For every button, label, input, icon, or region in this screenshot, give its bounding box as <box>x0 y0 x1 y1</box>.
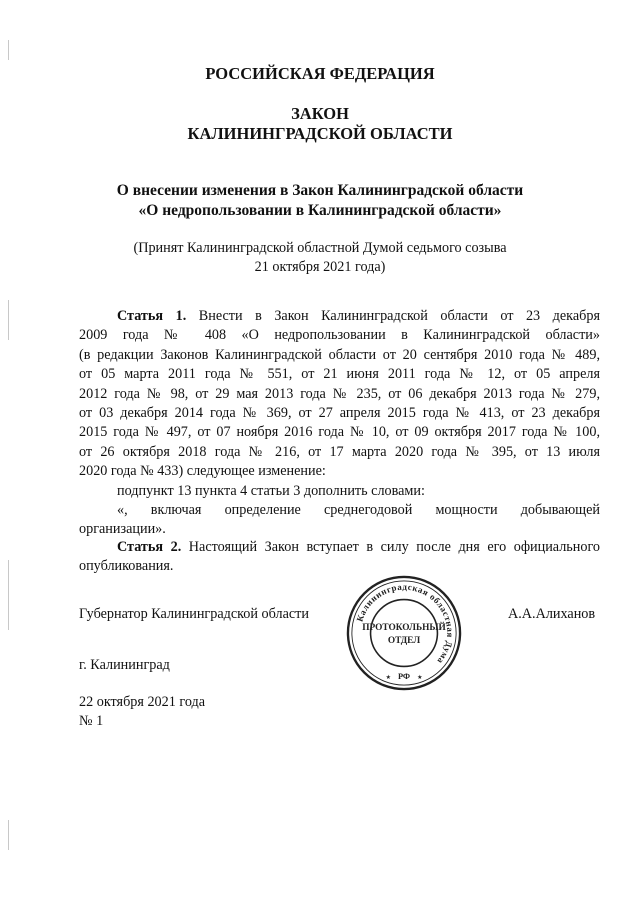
stamp-center-line2: ОТДЕЛ <box>387 635 421 646</box>
article-1-line: 2020 года № 433) следующее изменение: <box>79 463 326 480</box>
header-region: КАЛИНИНГРАДСКОЙ ОБЛАСТИ <box>187 124 453 143</box>
article-1-subpoint: подпункт 13 пункта 4 статьи 3 дополнить словами: <box>117 482 425 499</box>
article-1-line: Статья 1. Внести в Закон Калининградской области от 23 декабря <box>117 308 601 324</box>
document-title-line1: О внесении изменения в Закон Калининградской области <box>116 182 524 199</box>
header-federation: РОССИЙСКАЯ ФЕДЕРАЦИЯ <box>205 64 435 83</box>
header-law-word: ЗАКОН <box>291 104 349 123</box>
scan-edge-mark <box>8 560 9 630</box>
article-2-line: Статья 2. Настоящий Закон вступает в силу после дня его официального <box>117 539 601 555</box>
signing-date: 22 октября 2021 года <box>79 694 206 710</box>
article-1-quote-line: «, включая определение среднегодовой мощности добывающей <box>117 502 600 519</box>
stamp-center-line1: ПРОТОКОЛЬНЫЙ <box>362 623 446 634</box>
document-title-line2: «О недропользовании в Калининградской области» <box>138 202 502 219</box>
governor-position: Губернатор Калининградской области <box>79 606 309 622</box>
article-1-line: от 26 октября 2018 года № 216, от 17 марта 2020 года № 395, от 13 июля <box>79 443 600 460</box>
article-1-line: 2009 года № 408 «О недропользовании в Калининградской области» <box>79 327 600 344</box>
scan-edge-mark <box>8 820 9 850</box>
scan-edge-mark <box>8 40 9 60</box>
place-of-signing: г. Калининград <box>79 657 170 673</box>
article-1-quote-line: организации». <box>79 521 166 538</box>
article-2 <box>79 538 600 577</box>
article-1-label: Статья 1. <box>117 308 187 324</box>
article-2-label: Статья 2. <box>117 539 182 555</box>
law-number: № 1 <box>79 713 104 729</box>
article-1 <box>79 307 600 540</box>
article-2-line: опубликования. <box>79 558 174 575</box>
stamp-bottom-text: РФ <box>397 672 411 682</box>
article-1-line: от 05 марта 2011 года № 551, от 21 июня 2011 года № 12, от 05 апреля <box>79 366 600 383</box>
stamp-star-icon: ★ <box>385 675 391 682</box>
governor-name: А.А.Алиханов <box>508 606 596 622</box>
adopted-line2: 21 октября 2021 года) <box>254 259 386 275</box>
adopted-line1: (Принят Калининградской областной Думой седьмого созыва <box>133 240 507 256</box>
article-1-line: 2015 года № 497, от 07 ноября 2016 года № 10, от 09 октября 2017 года № 100, <box>79 424 600 441</box>
article-1-line: 2012 года № 98, от 29 мая 2013 года № 235, от 06 декабря 2013 года № 279, <box>79 385 600 402</box>
article-1-line: (в редакции Законов Калининградской области от 20 сентября 2010 года № 489, <box>79 346 600 363</box>
official-seal-stamp <box>345 574 463 692</box>
stamp-ring-text: Калининградская областная Дума <box>354 581 456 667</box>
scan-edge-mark <box>8 300 9 340</box>
stamp-star-icon: ★ <box>417 675 423 682</box>
article-1-line: от 03 декабря 2014 года № 369, от 27 апреля 2015 года № 413, от 23 декабря <box>79 405 600 422</box>
